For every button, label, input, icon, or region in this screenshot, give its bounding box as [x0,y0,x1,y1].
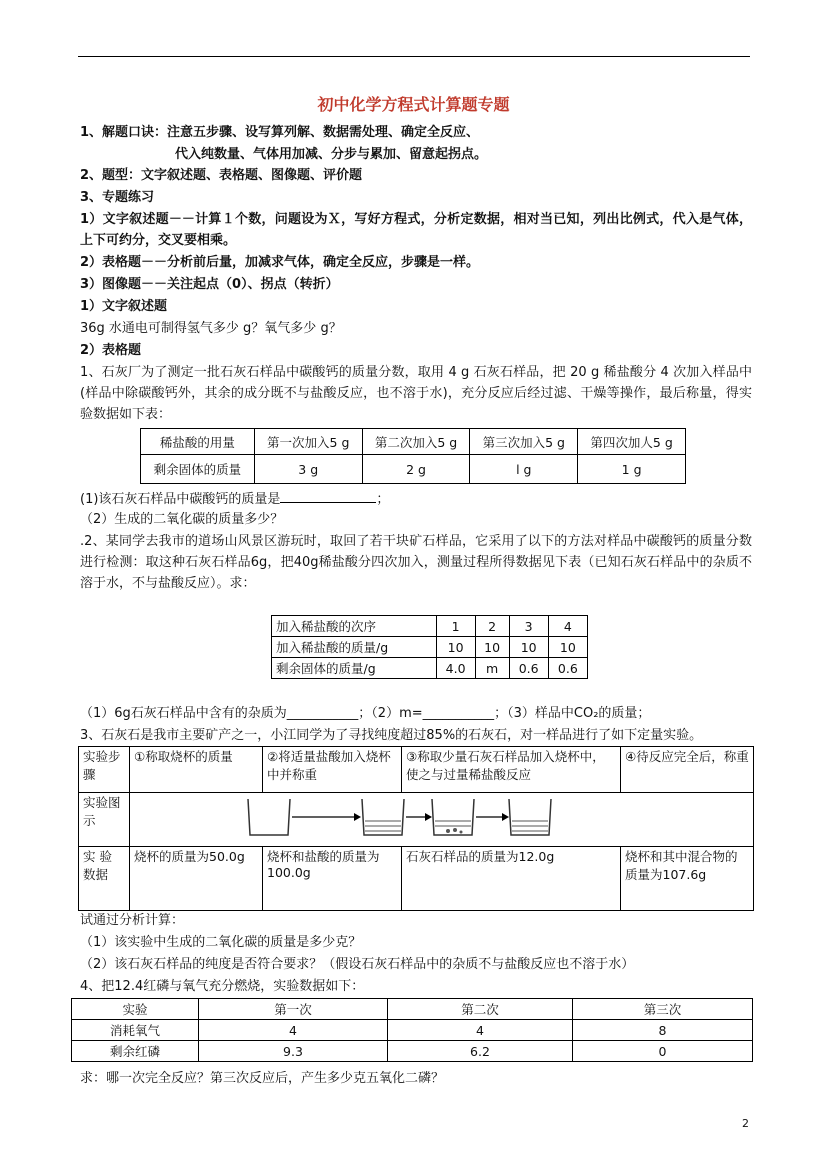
t3-a1: ①称取烧杯的质量 [130,747,263,793]
type-line: 2、题型：文字叙述题、表格题、图像题、评价题 [80,168,363,183]
t4-r1c3: 8 [573,1020,753,1041]
t2-r3c2: m [475,658,509,679]
t4-r2c1: 9.3 [199,1041,388,1062]
t1-h3: 第三次加入5 g [470,429,578,455]
t4-h0: 实验 [72,999,199,1020]
t3-b0: 实验图示 [79,793,130,847]
answer-blank [280,489,376,503]
experiment-diagram [130,793,754,847]
t1-r2: 2 g [362,455,470,484]
beaker-diagram [130,793,690,843]
t2-r2c2: 10 [475,637,509,658]
t4-r1c0: 消耗氧气 [72,1020,199,1041]
t3-a2: ②将适量盐酸加入烧杯中并称重 [263,747,402,793]
table-problem-tip: 2）表格题－－分析前后量，加减求气体，确定全反应，步骤是一样。 [80,255,480,270]
t1-r1: 3 g [254,455,362,484]
text-problem-tip: 1）文字叙述题－－计算１个数，问题设为Ｘ，写好方程式，分析定数据，相对当已知，列出比例式，代入是气体，上下可约分，交叉要相乘。 [80,212,752,248]
t4-r1c2: 4 [388,1020,573,1041]
analysis-prompt: 试通过分析计算： [80,913,185,928]
question-1: 1、石灰厂为了测定一批石灰石样品中碳酸钙的质量分数，取用 4 g 石灰石样品，把 20 g 稀盐酸分 4 次加入样品中(样品中除碳酸钙外，其余的成分既不与盐酸反应，也不溶于水)，充分反应后经过滤、干燥等操作，最后称量，得实验数据如下表： [80,365,752,422]
t2-r2c0: 加入稀盐酸的质量/g [272,637,437,658]
t3-c0: 实 验 数据 [79,847,130,911]
t4-h2: 第二次 [388,999,573,1020]
t3-a4: ④待反应完全后，称重 [621,747,754,793]
t3-c3: 石灰石样品的质量为12.0g [402,847,621,911]
t2-r1c0: 加入稀盐酸的次序 [272,616,437,637]
beaker-4-icon [509,799,551,835]
tip-line-1: 1、解题口诀：注意五步骤、设写算列解、数据需处理、确定全反应、 [80,125,480,140]
t1-r4: 1 g [578,455,686,484]
t2-r3c3: 0.6 [509,658,548,679]
table-problem-heading: 2）表格题 [80,343,142,358]
t2-r1c4: 4 [548,616,587,637]
t2-r3c4: 0.6 [548,658,587,679]
page-number: 2 [742,1117,749,1130]
t1-h0: 稀盐酸的用量 [141,429,255,455]
t4-r2c0: 剩余红磷 [72,1041,199,1062]
t2-r2c1: 10 [436,637,475,658]
water-question: 36g 水通电可制得氢气多少 g？氧气多少 g？ [80,321,342,336]
practice-heading: 3、专题练习 [80,190,155,205]
t1-h2: 第二次加入5 g [362,429,470,455]
t2-r3c0: 剩余固体的质量/g [272,658,437,679]
t4-h3: 第三次 [573,999,753,1020]
t2-r1c3: 3 [509,616,548,637]
t2-r2c3: 10 [509,637,548,658]
t4-h1: 第一次 [199,999,388,1020]
beaker-3-icon [432,799,474,835]
t2-r1c1: 1 [436,616,475,637]
q3-part2: （2）该石灰石样品的纯度是否符合要求？（假设石灰石样品中的杂质不与盐酸反应也不溶于水） [80,957,635,972]
table-3 [78,746,754,911]
top-rule [78,56,750,57]
t1-h4: 第四次加人5 g [578,429,686,455]
graph-problem-tip: 3）图像题－－关注起点（0）、拐点（转折） [80,277,339,292]
tip-line-2: 代入纯数量、气体用加减、分步与累加、留意起拐点。 [175,147,488,162]
t3-c1: 烧杯的质量为50.0g [130,847,263,911]
question-4: 4、把12.4红磷与氧气充分燃烧，实验数据如下： [80,979,365,994]
t4-r2c2: 6.2 [388,1041,573,1062]
t3-c2: 烧杯和盐酸的质量为100.0g [263,847,402,911]
t2-r1c2: 2 [475,616,509,637]
q1-part1-end: ； [376,492,390,507]
table-4 [71,998,753,1062]
beaker-2-icon [362,799,404,835]
t3-c4: 烧杯和其中混合物的质量为107.6g [621,847,754,911]
q1-part2: （2）生成的二氧化碳的质量多少？ [80,512,284,527]
t1-r0: 剩余固体的质量 [141,455,255,484]
t4-r2c3: 0 [573,1041,753,1062]
t3-a0: 实验步骤 [79,747,130,793]
t2-r3c1: 4.0 [436,658,475,679]
q4-question: 求：哪一次完全反应？第三次反应后，产生多少克五氧化二磷？ [80,1071,445,1086]
t4-r1c1: 4 [199,1020,388,1041]
q3-part1: （1）该实验中生成的二氧化碳的质量是多少克？ [80,935,362,950]
q2-parts: （1）6g石灰石样品中含有的杂质为___________；（2）m=___________；（3）样品中CO₂的质量； [80,706,651,721]
table-2 [271,615,588,679]
question-3: 3、石灰石是我市主要矿产之一，小江同学为了寻找纯度超过85%的石灰石，对一样品进行了如下定量实验。 [80,728,703,743]
q1-part1 [80,489,389,509]
table-1 [140,428,686,484]
q1-part1-text: (1)该石灰石样品中碳酸钙的质量是 [80,492,281,507]
beaker-1-icon [248,799,290,835]
page-title: 初中化学方程式计算题专题 [317,95,510,114]
question-2: .2、某同学去我市的道场山风景区游玩时，取回了若干块矿石样品，它采用了以下的方法对样品中碳酸钙的质量分数进行检测：取这种石灰石样品6g，把40g稀盐酸分四次加入，测量过程所得数据见下表（已知石灰石样品中的杂质不溶于水，不与盐酸反应）。求： [80,534,752,591]
t1-r3: l g [470,455,578,484]
text-problem-heading: 1）文字叙述题 [80,299,168,314]
t2-r2c4: 10 [548,637,587,658]
t3-a3: ③称取少量石灰石样品加入烧杯中，使之与过量稀盐酸反应 [402,747,621,793]
t1-h1: 第一次加入5 g [254,429,362,455]
